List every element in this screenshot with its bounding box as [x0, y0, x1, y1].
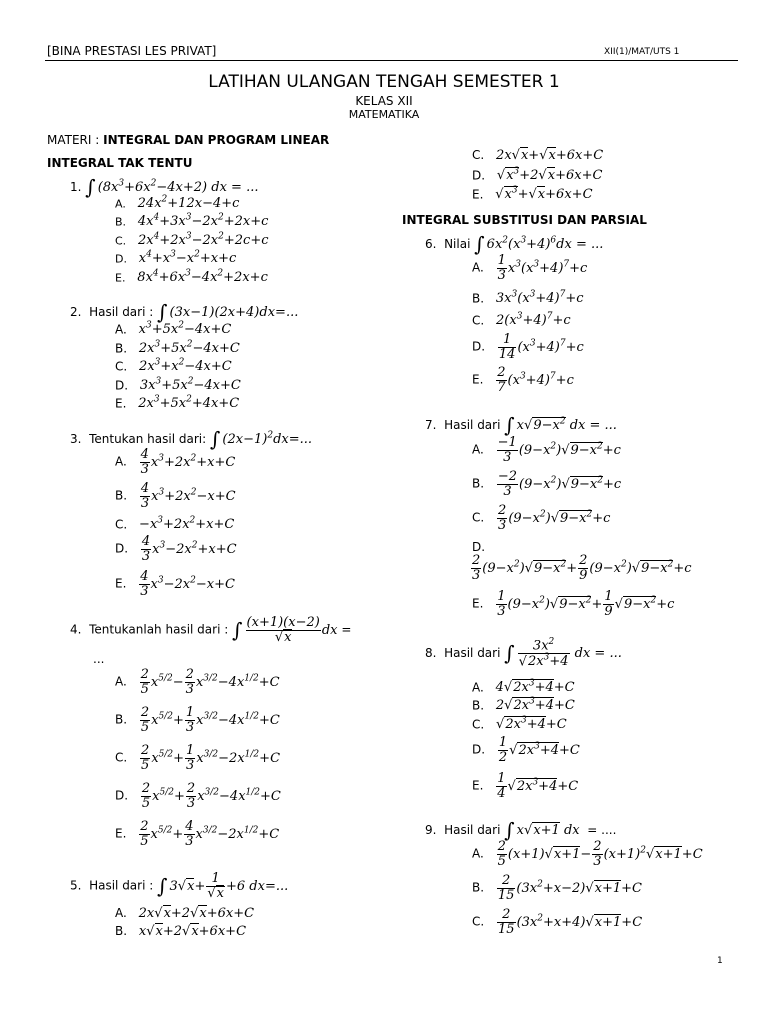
q2-option-e: E. $2x^3+5x^2+4x+C$: [115, 395, 240, 412]
header-divider: [45, 60, 738, 61]
page-title: LATIHAN ULANGAN TENGAH SEMESTER 1: [208, 72, 560, 92]
question-5: 5. Hasil dari : ∫ 3√x+ $\frac{1}{√x}$ +6 dx=...: [70, 871, 289, 901]
q3-option-a: A. $\frac{4}{3}$ $x^3+2x^2+x+C$: [115, 447, 236, 477]
q7-option-e: E. $\frac{1}{3}$ $(9-x^2)√9-x^2+$ $\frac{1}{9}$ $√9-x^2+c$: [472, 589, 675, 619]
question-8: 8. Hasil dari ∫ $\frac{3x^2}{√2x^3+4}$ dx = ...: [425, 637, 622, 670]
q8-option-a: A. $4√2x^3+4+C$: [472, 679, 575, 696]
q4-option-a: A. $\frac{2}{5}$ $x^{5/2}-$ $\frac{2}{3}$ $x^{3/2}-4x^{1/2}+C$: [115, 667, 280, 697]
q7-option-c: C. $\frac{2}{3}$ $(9-x^2)√9-x^2+c$: [472, 503, 611, 533]
class-label: KELAS XII: [355, 94, 413, 108]
q8-option-b: B. $2√2x^3+4+C$: [472, 697, 575, 714]
q4-option-d: D. $\frac{2}{5}$ $x^{5/2}+$ $\frac{2}{3}$ $x^{3/2}-4x^{1/2}+C$: [115, 781, 281, 811]
q5-option-a: A. 2x√x+2√x+6x+C: [115, 906, 255, 921]
q6-option-e: E. $\frac{2}{7}$ $(x^3+4)^7+c$: [472, 365, 574, 395]
materi-line: [47, 133, 329, 147]
header-left: [BINA PRESTASI LES PRIVAT]: [47, 44, 217, 58]
q4-option-e: E. $\frac{2}{5}$ $x^{5/2}+$ $\frac{4}{3}$ $x^{3/2}-2x^{1/2}+C$: [115, 819, 280, 849]
q8-option-e: E. $\frac{1}{4}$ $√2x^3+4+C$: [472, 771, 579, 801]
q2-option-d: D. $3x^3+5x^2-4x+C$: [115, 377, 241, 394]
q3-option-b: B. $\frac{4}{3}$ $x^3+2x^2-x+C$: [115, 481, 236, 511]
q2-option-b: B. $2x^3+5x^2-4x+C$: [115, 340, 240, 357]
question-6: 6. Nilai ∫ $6x^2(x^3+4)^6dx$ = ...: [425, 232, 604, 256]
q7-option-a: A. $\frac{-1}{3}$ $(9-x^2)√9-x^2+c$: [472, 435, 621, 465]
q7-option-b: B. $\frac{-2}{3}$ $(9-x^2)√9-x^2+c$: [472, 469, 622, 499]
question-4: 4. Tentukanlah hasil dari : ∫ $\frac{(x+1)(x-2)}{√x}$ dx =: [70, 615, 352, 645]
q1-option-e: E. $8x^4+6x^3-4x^2+2x+c$: [115, 269, 268, 286]
q5-option-b: B. x√x+2√x+6x+C: [115, 924, 247, 939]
q7-option-d: $\frac{2}{3}$ $(9-x^2)√9-x^2+$ $\frac{2}{9}$ $(9-x^2)√9-x^2+c$: [472, 553, 692, 583]
question-3: 3. Tentukan hasil dari: ∫ $(2x-1)^2dx=$...: [70, 427, 313, 451]
q1-option-a: A. $24x^2+12x-4+c$: [115, 195, 240, 212]
question-number: 1.: [70, 180, 82, 194]
q8-option-c: C. $√2x^3+4+C$: [472, 716, 567, 733]
section-integral-tak-tentu: INTEGRAL TAK TENTU: [47, 156, 193, 170]
section-integral-substitusi: INTEGRAL SUBSTITUSI DAN PARSIAL: [402, 213, 647, 227]
materi-value: INTEGRAL DAN PROGRAM LINEAR: [103, 133, 330, 147]
page-number: 1: [717, 956, 723, 966]
q8-option-d: D. $\frac{1}{2}$ $√2x^3+4+C$: [472, 735, 580, 765]
q9-option-c: C. $\frac{2}{15}$ $(3x^2+x+4)√x+1+C$: [472, 907, 643, 937]
q4-option-c: C. $\frac{2}{5}$ $x^{5/2}+$ $\frac{1}{3}$ $x^{3/2}-2x^{1/2}+C$: [115, 743, 281, 773]
q6-option-a: A. $\frac{1}{3}$ $x^3(x^3+4)^7+c$: [472, 253, 588, 283]
q2-option-a: A. $x^3+5x^2-4x+C$: [115, 321, 232, 338]
q9-option-b: B. $\frac{2}{15}$ $(3x^2+x-2)√x+1+C$: [472, 873, 642, 903]
question-formula: ∫ $(8x^3+6x^2-4x+2)$ dx = ...: [85, 175, 259, 199]
q3-option-d: D. $\frac{4}{3}$ $x^3-2x^2+x+C$: [115, 534, 237, 564]
question-9: 9. Hasil dari ∫ x√x+1 dx = ....: [425, 818, 617, 842]
q5-option-c: C. 2x√x+√x+6x+C: [472, 148, 604, 163]
q9-option-a: A. $\frac{2}{5}$ (x+1)√x+1− $\frac{2}{3}$ $(x+1)^2√x+1+C$: [472, 839, 703, 869]
q7-option-d-label: D.: [472, 540, 486, 554]
question-7: 7. Hasil dari ∫ $x√9-x^2$ dx = ...: [425, 413, 617, 437]
q3-option-c: C. $-x^3+2x^2+x+C$: [115, 516, 235, 533]
q6-option-c: C. $2(x^3+4)^7+c$: [472, 312, 571, 329]
materi-label: MATERI :: [47, 133, 100, 147]
q1-option-b: B. $4x^4+3x^3-2x^2+2x+c$: [115, 213, 269, 230]
question-4-continued: ...: [93, 652, 105, 666]
q3-option-e: E. $\frac{4}{3}$ $x^3-2x^2-x+C$: [115, 569, 235, 599]
question-2: 2. Hasil dari : ∫ (3x−1)(2x+4)dx=...: [70, 300, 299, 324]
header-right: XII(1)/MAT/UTS 1: [604, 47, 680, 57]
q5-option-e: E. $√x^3+√x+6x+C$: [472, 186, 593, 203]
q1-option-d: D. $x^4+x^3-x^2+x+c$: [115, 250, 237, 267]
q4-option-b: B. $\frac{2}{5}$ $x^{5/2}+$ $\frac{1}{3}$ $x^{3/2}-4x^{1/2}+C$: [115, 705, 280, 735]
q5-option-d: D. $√x^3+2√x+6x+C$: [472, 167, 603, 184]
subject-label: MATEMATIKA: [348, 108, 420, 121]
q1-option-c: C. $2x^4+2x^3-2x^2+2c+c$: [115, 232, 269, 249]
q6-option-b: B. $3x^3(x^3+4)^7+c$: [472, 290, 584, 307]
q6-option-d: D. $\frac{1}{14}$ $(x^3+4)^7+c$: [472, 332, 584, 362]
q2-option-c: C. $2x^3+x^2-4x+C$: [115, 358, 232, 375]
